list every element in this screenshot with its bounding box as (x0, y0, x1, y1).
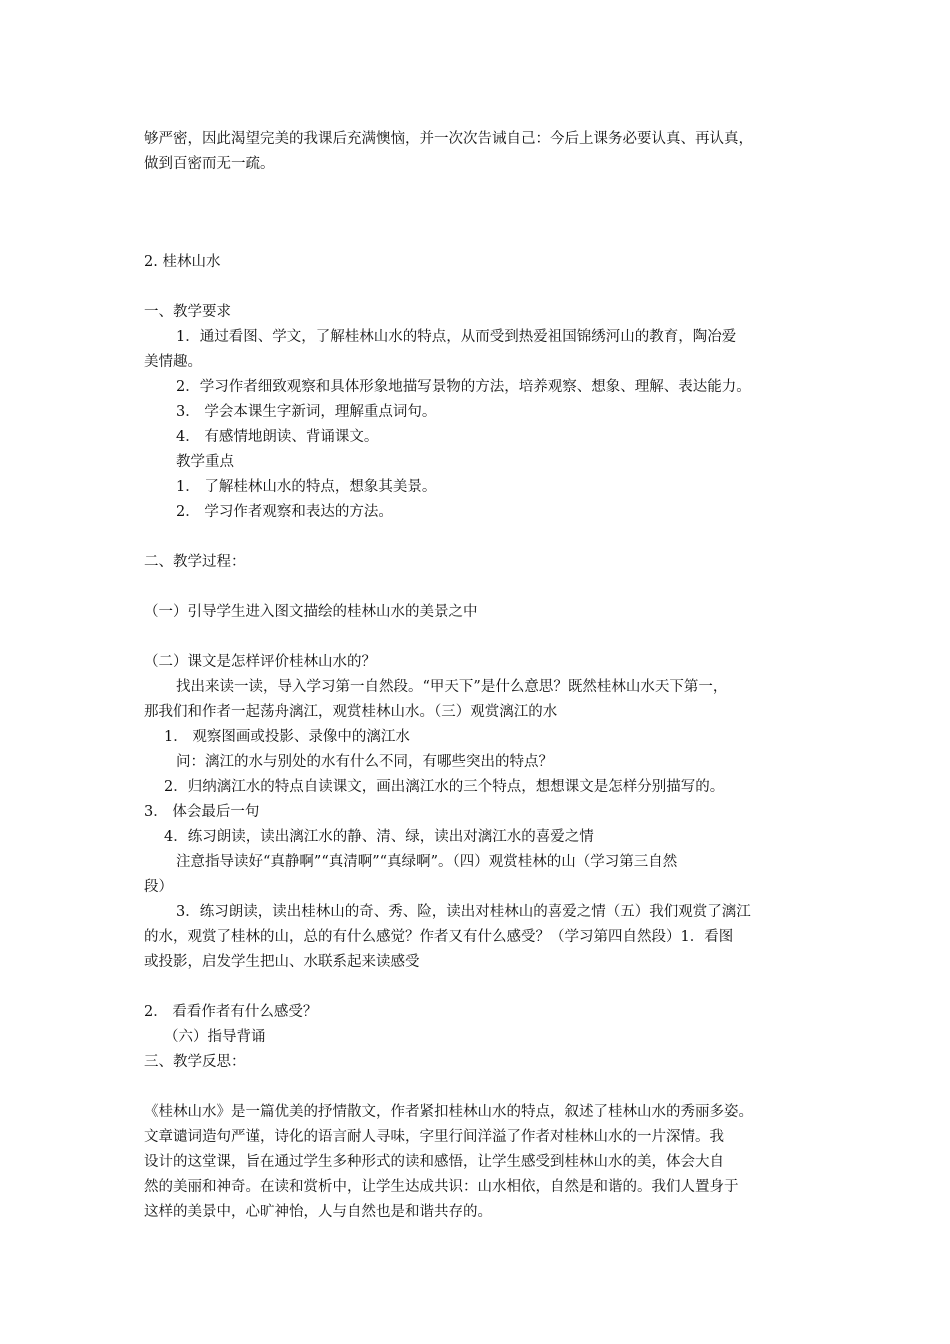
process-line: 注意指导读好“真静啊”“真清啊”“真绿啊”。（四）观赏桂林的山（学习第三自然 (176, 854, 678, 870)
reflection-line: 《桂林山水》是一篇优美的抒情散文，作者紧扣桂林山水的特点，叙述了桂林山水的秀丽多姿。 (144, 1104, 753, 1120)
process-line: 的水，观赏了桂林的山，总的有什么感觉？作者又有什么感受？（学习第四自然段）1．看图 (144, 929, 734, 945)
reflection-line: 设计的这堂课，旨在通过学生多种形式的读和感悟，让学生感受到桂林山水的美，体会大自 (144, 1154, 724, 1170)
reflection-heading: 三、教学反思： (144, 1054, 246, 1070)
reflection-line: 这样的美景中，心旷神怡，人与自然也是和谐共存的。 (144, 1204, 492, 1220)
requirement-item: 1．通过看图、学文，了解桂林山水的特点，从而受到热爱祖国锦绣河山的教育，陶冶爱 (176, 329, 737, 345)
focus-heading: 教学重点 (176, 454, 234, 470)
requirements-heading: 一、教学要求 (144, 304, 231, 320)
process-line: 段） (144, 879, 173, 895)
process-line: 3．练习朗读，读出桂林山的奇、秀、险，读出对桂林山的喜爱之情（五）我们观赏了漓江 (176, 904, 751, 920)
reflection-line: 然的美丽和神奇。在读和赏析中，让学生达成共识：山水相依，自然是和谐的。我们人置身于 (144, 1179, 739, 1195)
process-line: 2． 看看作者有什么感受？ (144, 1004, 318, 1020)
process-line: 找出来读一读，导入学习第一自然段。“甲天下”是什么意思？既然桂林山水天下第一， (176, 679, 728, 695)
process-line: 1． 观察图画或投影、录像中的漓江水 (164, 729, 410, 745)
process-part: （二）课文是怎样评价桂林山水的？ (144, 654, 376, 670)
requirement-item: 4． 有感情地朗读、背诵课文。 (176, 429, 379, 445)
process-line: 3． 体会最后一句 (144, 804, 260, 820)
focus-item: 2． 学习作者观察和表达的方法。 (176, 504, 393, 520)
process-line: 4．练习朗读，读出漓江水的静、清、绿，读出对漓江水的喜爱之情 (164, 829, 594, 845)
intro-line: 够严密，因此渴望完美的我课后充满懊恼，并一次次告诫自己：今后上课务必要认真、再认真， (144, 131, 753, 147)
intro-line: 做到百密而无一疏。 (144, 156, 275, 172)
process-line: 那我们和作者一起荡舟漓江，观赏桂林山水。（三）观赏漓江的水 (144, 704, 558, 720)
process-line: 或投影，启发学生把山、水联系起来读感受 (144, 954, 420, 970)
reflection-line: 文章谴词造句严谨，诗化的语言耐人寻味，字里行间洋溢了作者对桂林山水的一片深情。我 (144, 1129, 724, 1145)
process-line: 2．归纳漓江水的特点自读课文，画出漓江水的三个特点，想想课文是怎样分别描写的。 (164, 779, 725, 795)
process-line: （六）指导背诵 (164, 1029, 266, 1045)
requirement-item: 2．学习作者细致观察和具体形象地描写景物的方法，培养观察、想象、理解、表达能力。 (176, 379, 751, 395)
process-line: 问：漓江的水与别处的水有什么不同，有哪些突出的特点？ (176, 754, 553, 770)
process-heading: 二、教学过程： (144, 554, 246, 570)
focus-item: 1． 了解桂林山水的特点，想象其美景。 (176, 479, 437, 495)
requirement-item: 美情趣。 (144, 354, 202, 370)
requirement-item: 3． 学会本课生字新词，理解重点词句。 (176, 404, 437, 420)
lesson-title: 2. 桂林山水 (144, 254, 221, 270)
process-part: （一）引导学生进入图文描绘的桂林山水的美景之中 (144, 604, 478, 620)
